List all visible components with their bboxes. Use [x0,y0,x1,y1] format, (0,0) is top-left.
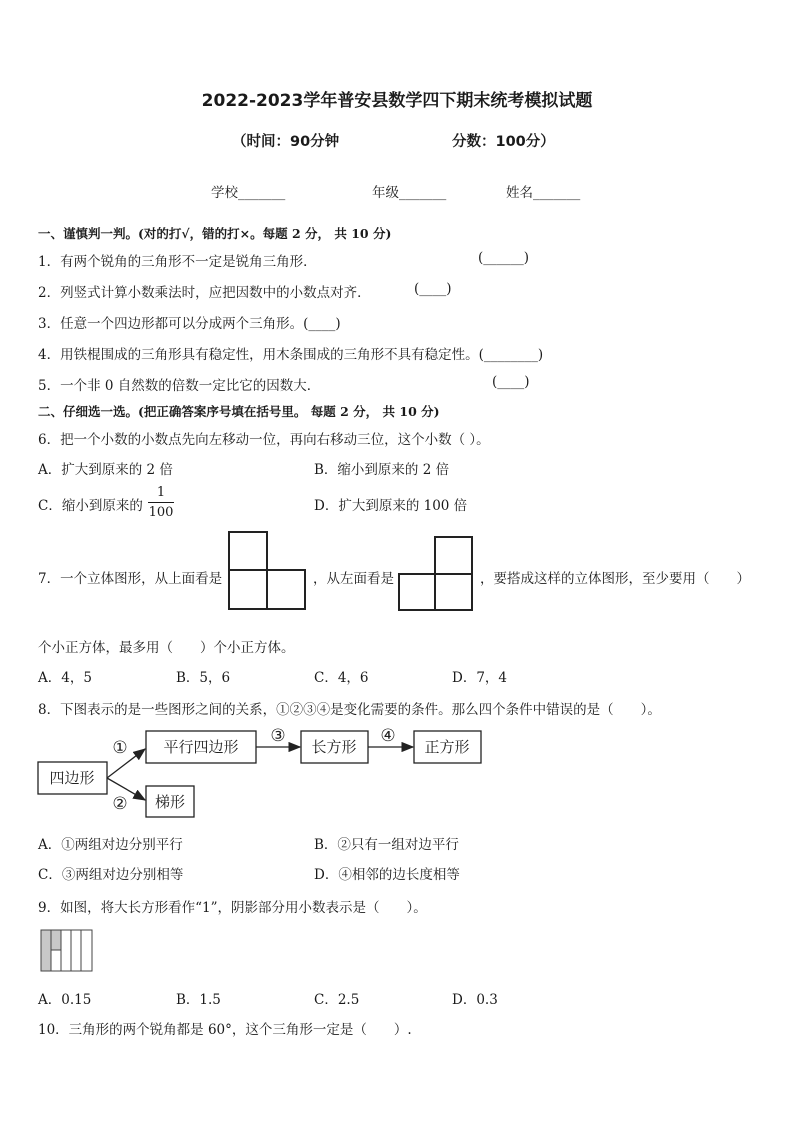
question-1: 1．有两个锐角的三角形不一定是锐角三角形． [38,254,317,270]
label-parallelogram: 平行四边形 [163,738,239,756]
name-field: 姓名_______ [506,185,581,201]
exam-score: 分数：100分） [452,134,555,150]
label-square: 正方形 [424,738,470,756]
left-view-square [435,537,472,574]
question-5-blank: (____) [492,374,530,390]
label-trapezoid: 梯形 [154,793,186,811]
question-7-part3: ，要搭成这样的立体图形，至少要用（ ） [480,571,750,587]
exam-time: （时间：90分钟 [232,134,340,150]
shaded-strip [41,930,51,971]
question-7-part2: ，从左面看是 [313,571,394,587]
top-view-square [229,532,267,570]
fraction-denominator: 100 [148,505,174,520]
q9-option-b: B．1.5 [176,992,221,1008]
q8-option-c: C．③两组对边分别相等 [38,867,184,883]
label-rectangle: 长方形 [311,738,357,756]
section-2-heading: 二、仔细选一选。(把正确答案序号填在括号里。 每题 2 分， 共 10 分) [38,404,440,419]
left-view-figure [398,536,474,612]
q6-option-a: A．扩大到原来的 2 倍 [38,462,173,478]
question-1-blank: (______) [478,250,530,266]
question-9: 9．如图，将大长方形看作“1”，阴影部分用小数表示是（ ）。 [38,900,427,916]
q6-option-d: D．扩大到原来的 100 倍 [314,498,468,514]
question-8: 8．下图表示的是一些图形之间的关系，①②③④是变化需要的条件。那么四个条件中错误的是（ ）。 [38,702,661,718]
top-view-square [267,570,305,609]
q7-option-d: D．7，4 [452,670,508,686]
q6-fraction [148,484,174,521]
q6-option-c: C．缩小到原来的 [38,498,143,514]
top-view-figure [228,531,306,611]
label-quadrilateral: 四边形 [49,769,95,787]
q7-option-a: A．4，5 [38,670,92,686]
top-view-square [229,570,267,609]
fraction-numerator: 1 [156,485,166,500]
condition-4: ④ [380,726,396,746]
shape-relation-diagram [38,727,488,827]
school-field: 学校_______ [211,185,286,201]
q8-option-a: A．①两组对边分别平行 [38,837,183,853]
left-view-square [399,574,435,610]
question-10: 10．三角形的两个锐角都是 60°，这个三角形一定是（ ）. [38,1022,412,1038]
q7-option-c: C．4，6 [314,670,369,686]
condition-1: ① [112,738,128,758]
question-2: 2．列竖式计算小数乘法时，应把因数中的小数点对齐． [38,285,371,301]
question-6: 6．把一个小数的小数点先向左移动一位，再向右移动三位，这个小数（ ）。 [38,432,490,448]
q9-option-d: D．0.3 [452,992,498,1008]
fraction-bar [148,502,174,503]
question-7-part1: 7．一个立体图形，从上面看是 [38,571,223,587]
condition-3: ③ [270,726,286,746]
shaded-half-strip [51,930,61,950]
question-3: 3．任意一个四边形都可以分成两个三角形。(____) [38,316,341,332]
left-view-square [435,574,472,610]
condition-2: ② [112,794,128,814]
q8-option-d: D．④相邻的边长度相等 [314,867,460,883]
question-2-blank: (____) [414,281,452,297]
question-4: 4．用铁棍围成的三角形具有稳定性，用木条围成的三角形不具有稳定性。(________) [38,347,544,363]
section-1-heading: 一、谨慎判一判。(对的打√，错的打×。每题 2 分， 共 10 分) [38,226,392,241]
rectangle-figure [40,929,94,973]
q6-option-b: B．缩小到原来的 2 倍 [314,462,450,478]
page-title: 2022-2023学年普安县数学四下期末统考模拟试题 [201,91,593,111]
q9-option-a: A．0.15 [38,992,92,1008]
q9-option-c: C．2.5 [314,992,360,1008]
q7-option-b: B．5，6 [176,670,231,686]
q8-option-b: B．②只有一组对边平行 [314,837,459,853]
grade-field: 年级_______ [372,185,447,201]
question-5: 5．一个非 0 自然数的倍数一定比它的因数大． [38,378,321,394]
question-7-cont: 个小正方体，最多用（ ）个小正方体。 [38,640,295,656]
